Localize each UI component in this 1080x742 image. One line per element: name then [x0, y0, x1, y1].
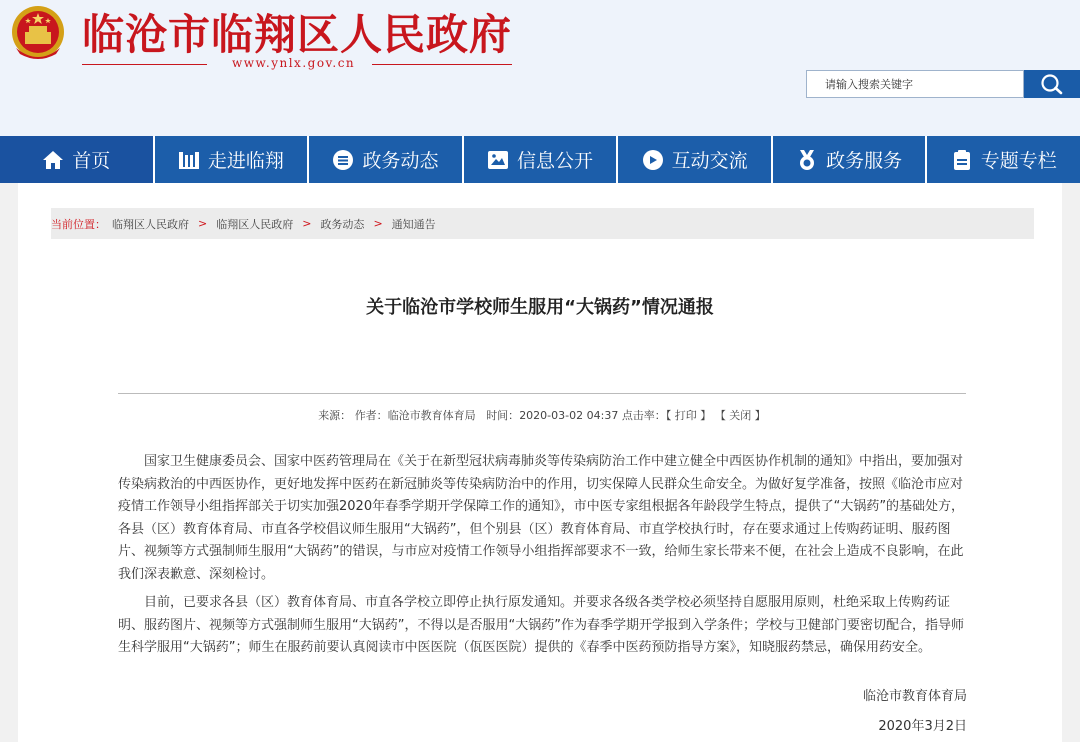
print-link[interactable]: 【 打印 】: [665, 409, 712, 422]
nav-item-about[interactable]: [155, 136, 310, 183]
time-value: 2020-03-02 04:37: [519, 409, 619, 422]
nav-item-label: 首页: [72, 150, 111, 172]
national-emblem-icon: [8, 4, 68, 66]
article-date: 2020年3月2日: [878, 719, 967, 734]
search-input[interactable]: [807, 71, 1023, 97]
breadcrumb-separator: >: [302, 217, 312, 230]
site-title: 临沧市临翔区人民政府: [82, 10, 513, 59]
list-circle-icon: [332, 149, 354, 171]
breadcrumb-item[interactable]: 临翔区人民政府: [112, 217, 189, 231]
breadcrumb-label: 当前位置：: [51, 217, 106, 231]
nav-item-label: 政务服务: [826, 150, 903, 172]
medal-icon: [796, 149, 818, 171]
nav-item-label: 政务动态: [362, 150, 439, 172]
nav-item-services[interactable]: [773, 136, 928, 183]
nav-item-info[interactable]: [464, 136, 619, 183]
nav-item-label: 互动交流: [671, 150, 748, 172]
clicks-label: 点击率：: [621, 409, 666, 422]
divider-line: [372, 64, 512, 65]
breadcrumb-separator: >: [198, 217, 208, 230]
picture-card-icon: [487, 149, 509, 171]
document-icon: [951, 149, 973, 171]
close-link[interactable]: 【 关闭 】: [714, 409, 766, 422]
site-url[interactable]: www.ynlx.gov.cn: [232, 56, 356, 70]
building-icon: [178, 149, 200, 171]
content-panel: [18, 183, 1062, 742]
site-header: [0, 0, 1080, 136]
article-paragraph: 国家卫生健康委员会、国家中医药管理局在《关于在新型冠状病毒肺炎等传染病防治工作中建立健全中西医协作机制的通知》中指出，要加强对传染病救治的中西医协作，更好地发挥中医药在新冠肺炎等传染病防治中的作用，切实保障人民群众生命安全。为做好复学准备，按照《临沧市应对疫情工作领导小组指挥部关于切实加强2020年春季学期开学保障工作的通知》，市中医专家组根据各年龄段学生特点，提供了“大锅药”的基础处方，各县（区）教育体育局、市直各学校倡议师生服用“大锅药”，但个别县（区）教育体育局、市直学校执行时，存在要求通过上传购药证明、服药图片、视频等方式强制师生服用“大锅药”的错误，与市应对疫情工作领导小组指挥部要求不一致，给师生家长带来不便，在社会上造成不良影响，在此我们深表歉意、深刻检讨。: [118, 454, 965, 582]
nav-item-label: 信息公开: [517, 150, 594, 172]
time-label: 时间：: [486, 409, 520, 422]
main-nav: [0, 136, 1080, 183]
divider-line: [82, 64, 207, 65]
nav-item-label: 走进临翔: [207, 150, 284, 172]
breadcrumb-separator: >: [373, 217, 383, 230]
author-label: 作者：: [354, 409, 388, 422]
search-button[interactable]: [1024, 70, 1080, 98]
search-icon: [1039, 73, 1065, 95]
breadcrumb-item[interactable]: 通知通告: [391, 217, 436, 231]
breadcrumb-item[interactable]: 政务动态: [320, 217, 365, 231]
author-value: 临沧市教育体育局: [387, 409, 476, 422]
nav-item-interaction[interactable]: [618, 136, 773, 183]
article-meta: [118, 393, 966, 423]
nav-item-topics[interactable]: [927, 136, 1080, 183]
chat-icon: [642, 149, 664, 171]
article-title: 关于临沧市学校师生服用“大锅药”情况通报: [366, 297, 714, 318]
breadcrumb: [51, 208, 1034, 239]
source-label: 来源：: [318, 409, 352, 422]
nav-item-home[interactable]: [0, 136, 155, 183]
home-icon: [42, 149, 64, 171]
nav-item-label: 专题专栏: [980, 150, 1057, 172]
breadcrumb-item[interactable]: 临翔区人民政府: [216, 217, 294, 231]
article-body: [118, 451, 968, 666]
article-paragraph: 目前，已要求各县（区）教育体育局、市直各学校立即停止执行原发通知。并要求各级各类学校必须坚持自愿服用原则，杜绝采取上传购药证明、服药图片、视频等方式强制师生服用“大锅药”，不得以是否服用“大锅药”作为春季学期开学报到入学条件；学校与卫健部门要密切配合，指导师生科学服用“大锅药”；师生在服药前要认真阅读市中医医院（佤医医院）提供的《春季中医药预防指导方案》，知晓服药禁忌，确保用药安全。: [118, 595, 964, 655]
site-url-row: [82, 56, 512, 72]
article-signer: 临沧市教育体育局: [862, 689, 967, 704]
search-box: [806, 70, 1024, 98]
nav-item-news[interactable]: [309, 136, 464, 183]
